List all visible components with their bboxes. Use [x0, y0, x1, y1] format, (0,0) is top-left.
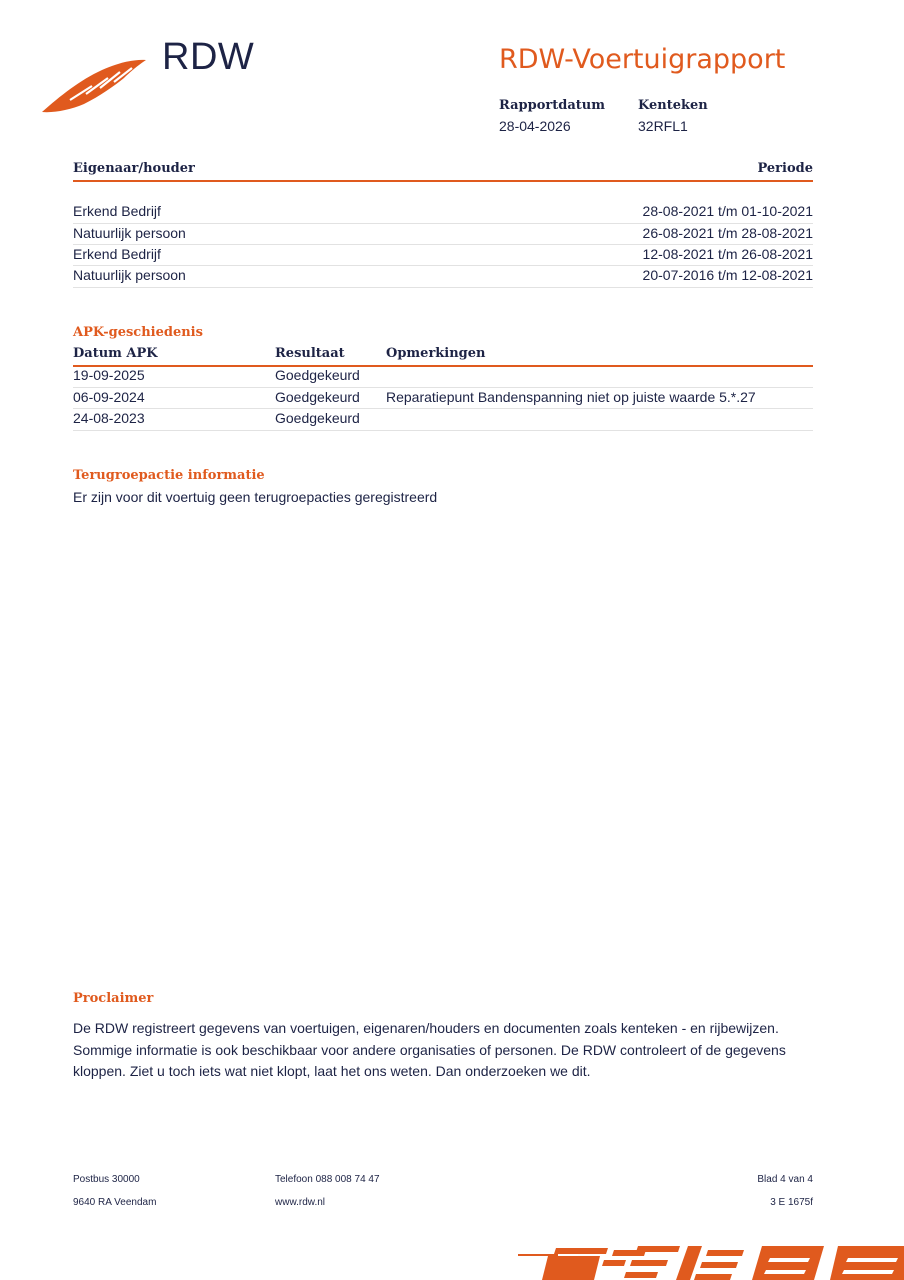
owners-row-divider: [73, 265, 813, 266]
logo-text: RDW: [162, 36, 255, 78]
apk-header-rule: [73, 365, 813, 367]
footer-address-line-1: Postbus 30000: [73, 1174, 140, 1185]
owner-row-4-owner: Natuurlijk persoon: [73, 267, 186, 283]
apk-row-2-date: 06-09-2024: [73, 389, 145, 405]
footer-website-link[interactable]: www.rdw.nl: [275, 1197, 326, 1208]
owner-row-1-period: 28-08-2021 t/m 01-10-2021: [642, 203, 813, 219]
owner-row-3-owner: Erkend Bedrijf: [73, 246, 161, 262]
owners-row-divider: [73, 223, 813, 224]
plate-value: 32RFL1: [638, 118, 688, 134]
owners-row-divider: [73, 287, 813, 288]
owner-row-2-period: 26-08-2021 t/m 28-08-2021: [642, 225, 813, 241]
apk-col-date-header: Datum APK: [73, 346, 158, 361]
proclaimer-text: [73, 1018, 813, 1083]
owner-row-3-period: 12-08-2021 t/m 26-08-2021: [642, 246, 813, 262]
apk-row-1-date: 19-09-2025: [73, 367, 145, 383]
plate-label: Kenteken: [638, 98, 708, 113]
apk-col-remarks-header: Opmerkingen: [386, 346, 486, 361]
recall-text: Er zijn voor dit voertuig geen terugroepacties geregistreerd: [73, 489, 438, 505]
apk-row-3-result: Goedgekeurd: [275, 410, 360, 426]
apk-row-1-result: Goedgekeurd: [275, 367, 360, 383]
owners-header-rule: [73, 180, 813, 182]
recall-section-title: Terugroepactie informatie: [73, 468, 265, 483]
apk-row-divider: [73, 408, 813, 409]
rdw-speed-stripes-icon: [518, 1240, 904, 1280]
proclaimer-line: kloppen. Ziet u toch iets wat niet klopt, laat het ons weten. Dan onderzoeken we dit.: [73, 1063, 591, 1079]
report-title: RDW-Voertuigrapport: [499, 44, 786, 75]
footer-document-code: 3 E 1675f: [770, 1197, 813, 1208]
owners-col-owner-header: Eigenaar/houder: [73, 161, 195, 176]
rdw-feather-logo-icon: [40, 52, 150, 116]
apk-row-3-date: 24-08-2023: [73, 410, 145, 426]
owner-row-4-period: 20-07-2016 t/m 12-08-2021: [642, 267, 813, 283]
apk-section-title: APK-geschiedenis: [73, 325, 203, 340]
apk-row-2-result: Goedgekeurd: [275, 389, 360, 405]
proclaimer-line: Sommige informatie is ook beschikbaar voor andere organisaties of personen. De RDW controleert of de gegevens: [73, 1041, 786, 1058]
apk-col-result-header: Resultaat: [275, 346, 345, 361]
apk-row-divider: [73, 430, 813, 431]
owners-col-period-header: Periode: [757, 161, 813, 176]
owners-row-divider: [73, 244, 813, 245]
footer-page-number: Blad 4 van 4: [757, 1174, 813, 1185]
footer-phone: Telefoon 088 008 74 47: [275, 1174, 380, 1185]
report-date-label: Rapportdatum: [499, 98, 605, 113]
proclaimer-section-title: Proclaimer: [73, 991, 154, 1006]
apk-row-2-remarks: Reparatiepunt Bandenspanning niet op juiste waarde 5.*.27: [386, 389, 756, 405]
report-date-value: 28-04-2026: [499, 118, 571, 134]
owner-row-1-owner: Erkend Bedrijf: [73, 203, 161, 219]
apk-row-divider: [73, 387, 813, 388]
owner-row-2-owner: Natuurlijk persoon: [73, 225, 186, 241]
footer-address-line-2: 9640 RA Veendam: [73, 1197, 157, 1208]
proclaimer-line: De RDW registreert gegevens van voertuigen, eigenaren/houders en documenten zoals kenteken - en rijbewijzen.: [73, 1020, 779, 1036]
